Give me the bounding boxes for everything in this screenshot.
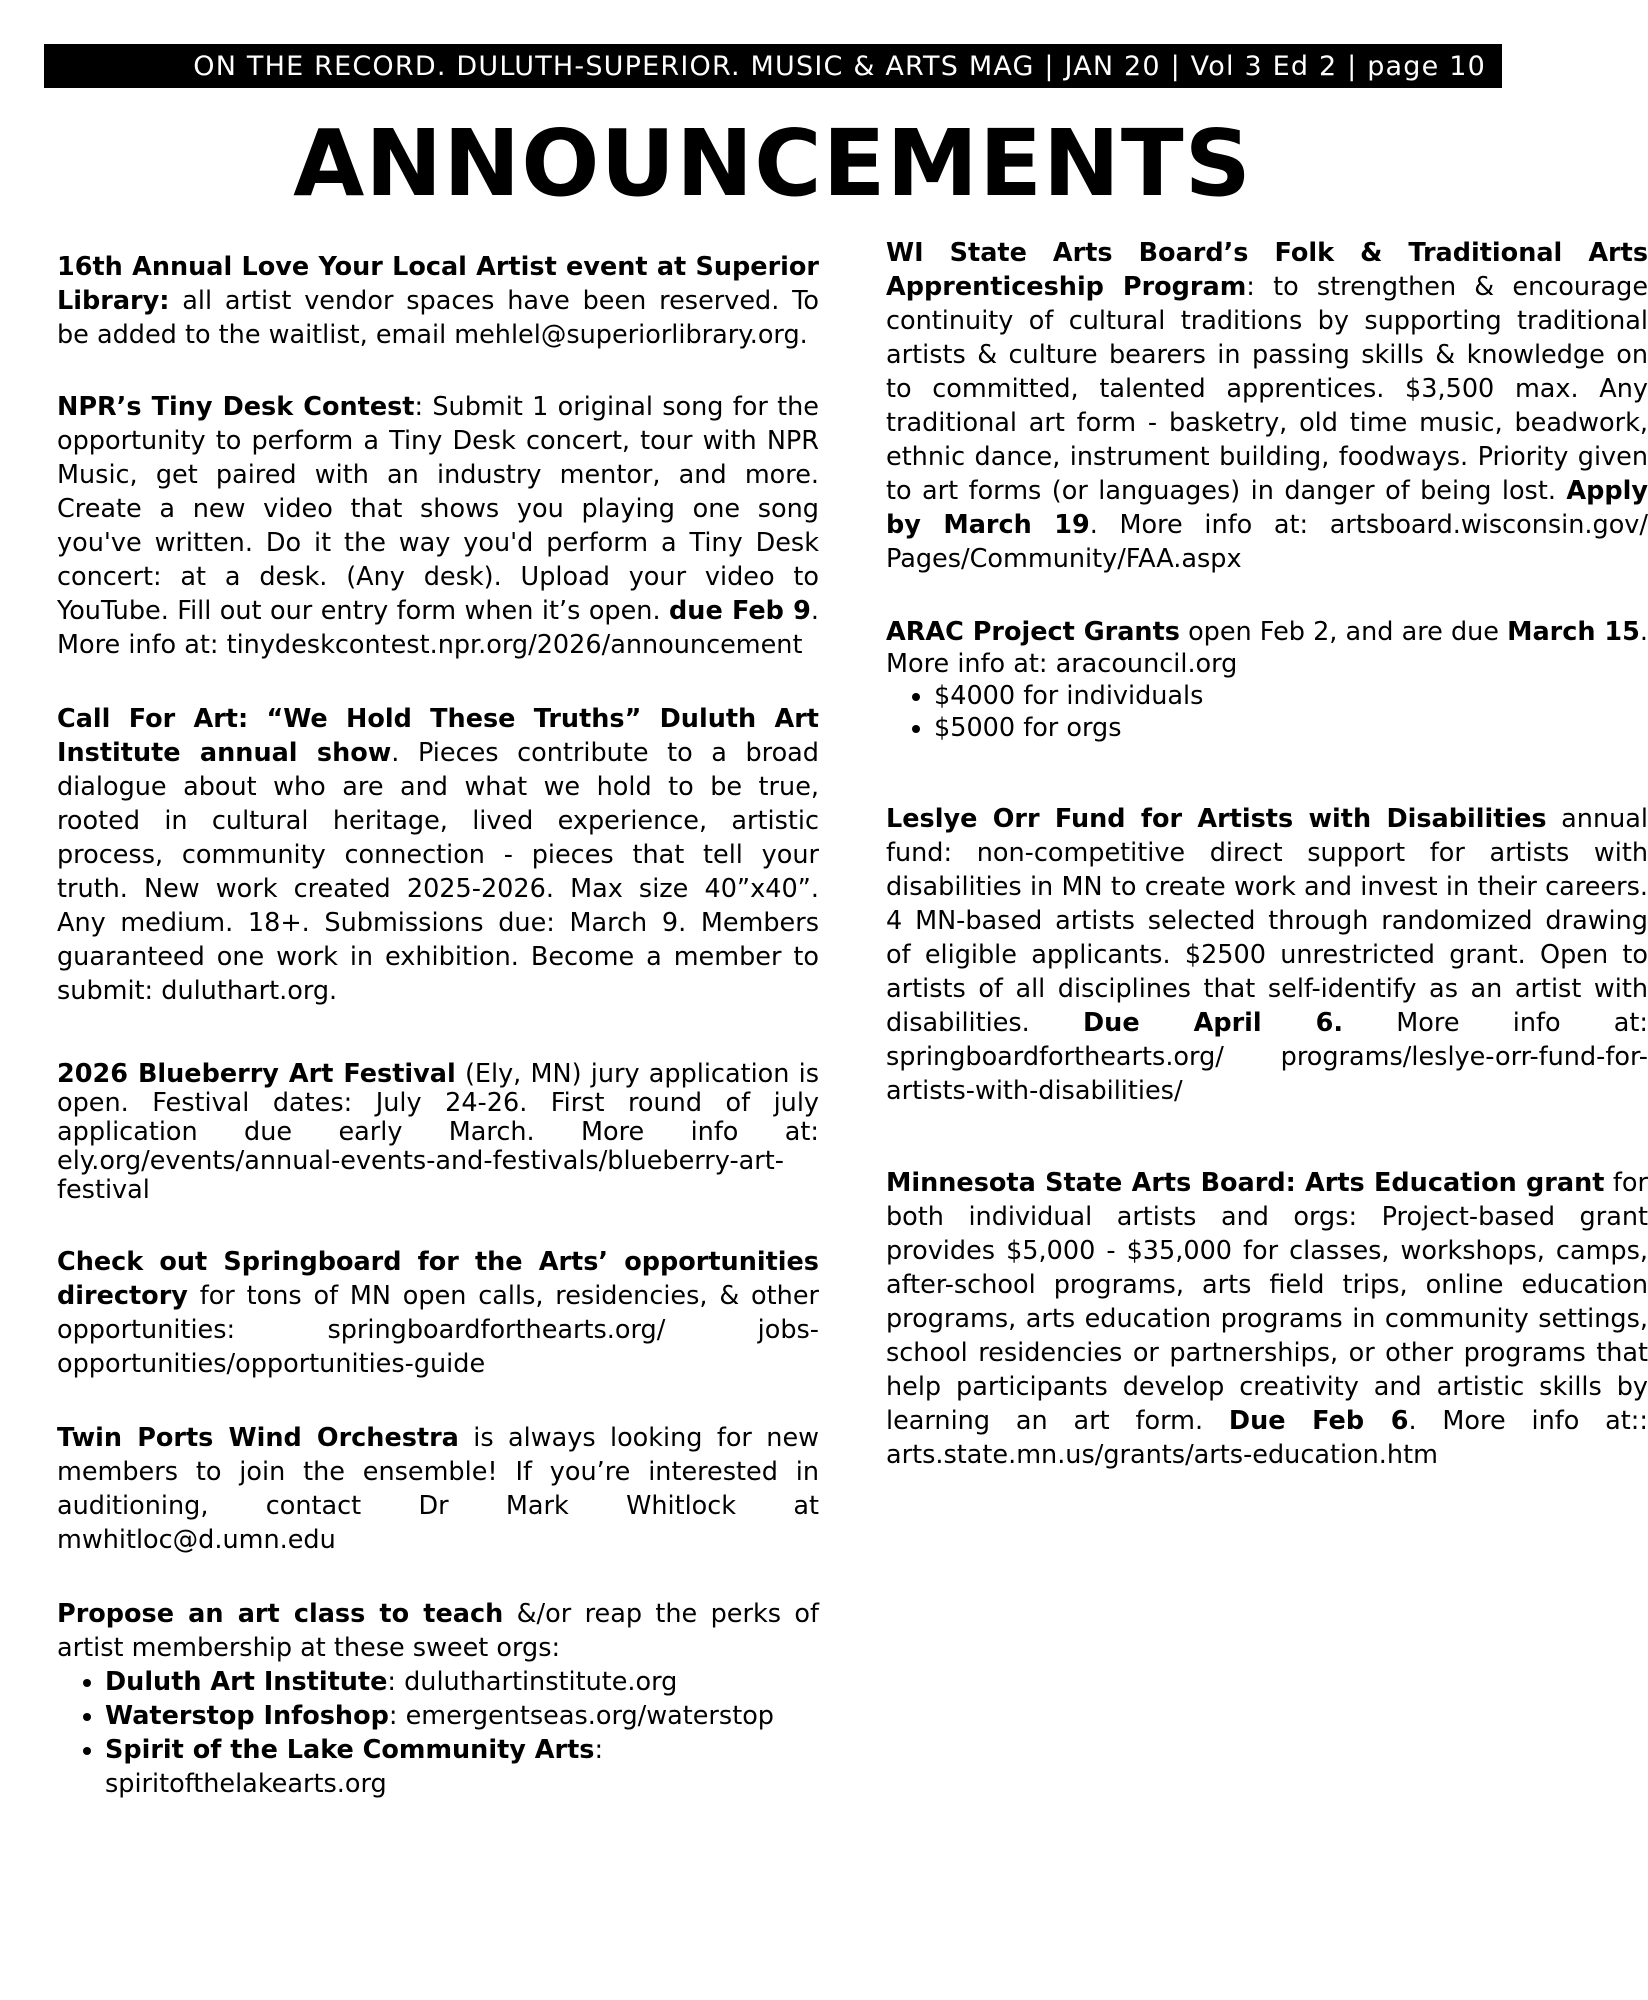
announcement-body: More info at: springboardforthearts.org/ programs/leslye-orr-fund-for-artists-with-disabilities/ <box>886 1008 1648 1106</box>
announcement-blueberry-festival <box>57 1060 819 1205</box>
announcement-heading: 2026 Blueberry Art Festival <box>57 1059 456 1089</box>
announcement-mn-arts-education <box>886 1166 1648 1472</box>
page-title: ANNOUNCEMENTS <box>293 110 1252 217</box>
list-item <box>105 1733 819 1801</box>
announcement-body: all artist vendor spaces have been reserved. To be added to the waitlist, email mehlel@superiorlibrary.org. <box>57 286 819 350</box>
announcement-tiny-desk <box>57 390 819 662</box>
org-url: : spiritofthelakearts.org <box>105 1735 604 1799</box>
announcement-body: . More info at: tinydeskcontest.npr.org/2026/announcement <box>57 596 819 660</box>
header-bar <box>44 44 1502 88</box>
announcement-heading: Leslye Orr Fund for Artists with Disabilities <box>886 804 1547 834</box>
announcement-heading: ARAC Project Grants <box>886 617 1180 647</box>
header-bar-text: ON THE RECORD. DULUTH-SUPERIOR. MUSIC & ARTS MAG | JAN 20 | Vol 3 Ed 2 | page 10 <box>193 50 1486 82</box>
announcement-wi-folk-arts <box>886 236 1648 576</box>
announcement-call-for-art <box>57 702 819 1008</box>
announcement-due-date: Due April 6. <box>1083 1008 1344 1038</box>
announcement-heading: Call For Art: “We Hold These Truths” Duluth Art Institute annual show <box>57 704 819 768</box>
org-name: Duluth Art Institute <box>105 1667 388 1697</box>
announcement-body: . More info at: artsboard.wisconsin.gov/ Pages/Community/FAA.aspx <box>886 510 1648 574</box>
list-item <box>105 1665 819 1699</box>
org-url: : duluthartinstitute.org <box>387 1667 678 1697</box>
announcement-heading: Propose an art class to teach <box>57 1599 504 1629</box>
right-column <box>886 236 1648 1472</box>
list-item: • $4000 for individuals <box>934 680 1648 712</box>
left-column <box>57 250 819 1801</box>
announcement-due-date: Apply by March 19 <box>886 476 1648 540</box>
list-item: • $5000 for orgs <box>934 712 1648 744</box>
announcement-body: : Submit 1 original song for the opportunity to perform a Tiny Desk concert, tour with NPR Music, get paired with an industry mentor, and more. Create a new video that shows you playing one song you've written. Do it the way you'd perform a Tiny Desk concert: at a desk. (Any desk). Upload your video to YouTube. Fill out our entry form when it’s open. <box>57 392 819 626</box>
announcement-body: open Feb 2, and are due <box>1179 617 1508 647</box>
announcement-heading: Twin Ports Wind Orchestra <box>57 1423 459 1453</box>
announcement-springboard-directory <box>57 1245 819 1381</box>
announcement-heading: WI State Arts Board’s Folk & Traditional Arts Apprenticeship Program <box>886 238 1648 302</box>
announcement-leslye-orr-fund <box>886 802 1648 1108</box>
org-name: Waterstop Infoshop <box>105 1701 389 1731</box>
announcement-heading: Check out Springboard for the Arts’ opportunities directory <box>57 1247 819 1311</box>
announcement-heading: 16th Annual Love Your Local Artist event at Superior Library: <box>57 252 819 316</box>
announcement-heading: NPR’s Tiny Desk Contest <box>57 392 415 422</box>
announcement-body: (Ely, MN) jury application is open. Festival dates: July 24-26. First round of july application due early March. More info at: ely.org/events/annual-events-and-festivals/blueberry-art-festival <box>57 1059 819 1205</box>
announcement-love-your-local-artist <box>57 250 819 352</box>
announcement-body: . More info at: aracouncil.org <box>886 617 1648 679</box>
announcement-due-date: Due Feb 6 <box>1228 1406 1409 1436</box>
announcement-body: for both individual artists and orgs: Project-based grant provides $5,000 - $35,000 for classes, workshops, camps, after-school programs, arts field trips, online education programs, arts education programs in community settings, school residencies or partnerships, or other programs that help participants develop creativity and artistic skills by learning an art form. <box>886 1168 1648 1436</box>
announcement-due-date: March 15 <box>1507 617 1640 647</box>
announcement-body: &/or reap the perks of artist membership at these sweet orgs: <box>57 1599 820 1663</box>
announcement-wind-orchestra <box>57 1421 819 1557</box>
announcement-arac-grants <box>886 616 1648 744</box>
org-list <box>57 1665 819 1801</box>
announcement-body: . More info at:: arts.state.mn.us/grants/arts-education.htm <box>886 1406 1648 1470</box>
announcement-body: is always looking for new members to join the ensemble! If you’re interested in auditioning, contact Dr Mark Whitlock at mwhitloc@d.umn.edu <box>57 1423 819 1555</box>
announcement-body: for tons of MN open calls, residencies, & other opportunities: springboardforthearts.org/ jobs-opportunities/opportunities-guide <box>57 1281 819 1379</box>
announcement-propose-class <box>57 1597 819 1801</box>
announcement-due-date: due Feb 9 <box>669 596 811 626</box>
announcement-heading: Minnesota State Arts Board: Arts Education grant <box>886 1168 1605 1198</box>
announcement-body: : to strengthen & encourage continuity of cultural traditions by supporting traditional artists & culture bearers in passing skills & knowledge on to committed, talented apprentices. $3,500 max. Any traditional art form - basketry, old time music, beadwork, ethnic dance, instrument building, foodways. Priority given to art forms (or languages) in danger of being lost. <box>886 272 1648 506</box>
announcement-body: . Pieces contribute to a broad dialogue about who are and what we hold to be true, rooted in cultural heritage, lived experience, artistic process, community connection - pieces that tell your truth. New work created 2025-2026. Max size 40”x40”. Any medium. 18+. Submissions due: March 9. Members guaranteed one work in exhibition. Become a member to submit: duluthart.org. <box>57 738 819 1006</box>
announcement-body: annual fund: non-competitive direct support for artists with disabilities in MN to create work and invest in their careers. 4 MN-based artists selected through randomized drawing of eligible applicants. $2500 unrestricted grant. Open to artists of all disciplines that self-identify as an artist with disabilities. <box>886 804 1648 1038</box>
grant-amount-list <box>886 680 1648 744</box>
list-item <box>105 1699 819 1733</box>
org-name: Spirit of the Lake Community Arts <box>105 1735 595 1765</box>
org-url: : emergentseas.org/waterstop <box>388 1701 774 1731</box>
